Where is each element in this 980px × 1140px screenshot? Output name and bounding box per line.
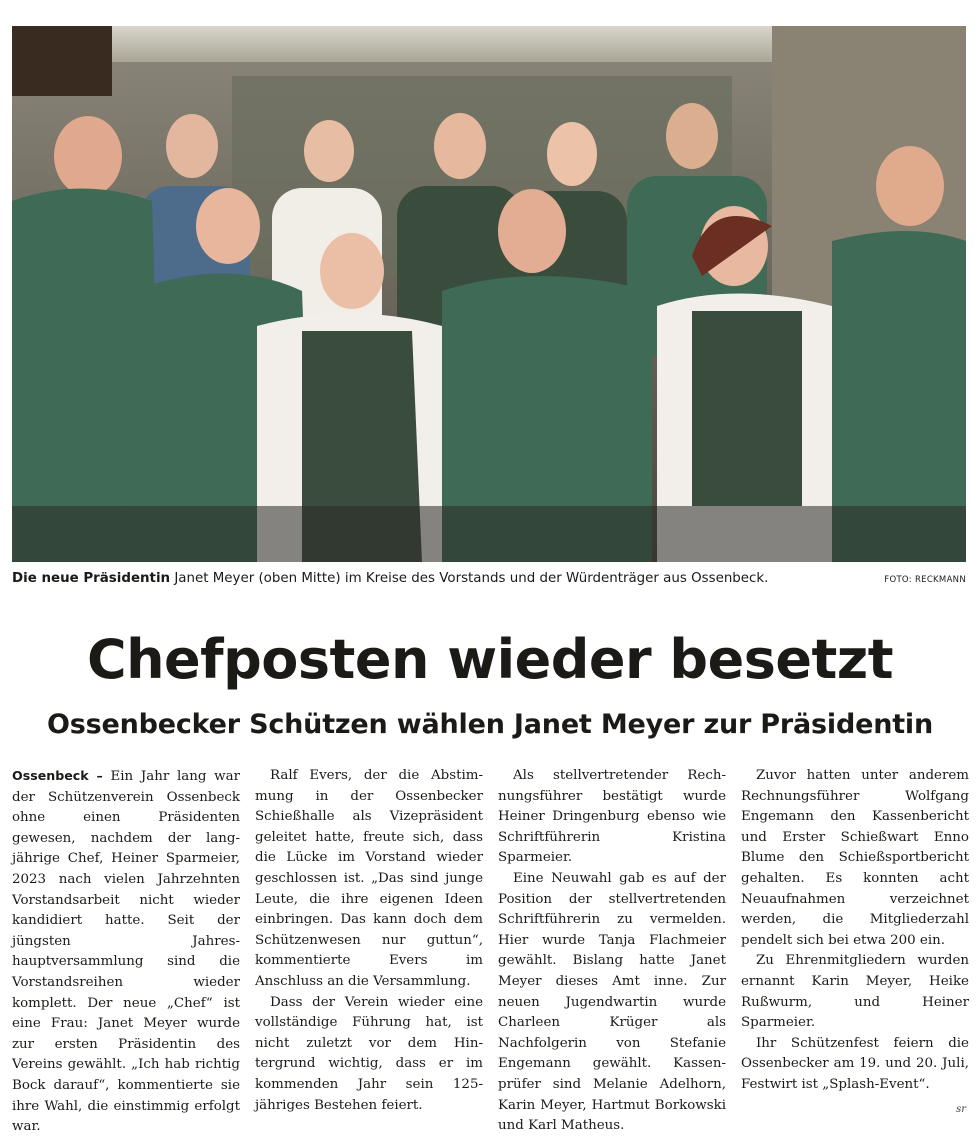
group-photo	[12, 26, 966, 562]
article-column-4	[741, 766, 969, 1096]
article-paragraph: Als stellvertretender Rechnungsführer bestätigt wurde Heiner Dringenburg ebenso wie Schriftführerin Kristina Sparmeier.	[498, 768, 726, 866]
subheadline: Ossenbecker Schützen wählen Janet Meyer zur Präsidentin	[46, 709, 933, 740]
article-column-1	[12, 766, 240, 1138]
caption-lead: Die neue Präsidentin	[12, 571, 171, 586]
article-paragraph: Zu Ehrenmitgliedern wurden ernannt Karin Meyer, Heike Rußwurm, und Heiner Sparmeier.	[741, 953, 969, 1031]
article-paragraph: Dass der Verein wieder eine vollständige Führung hat, ist nicht zuletzt vor dem Hintergrund wichtig, dass er im kommenden Jahr sein 125-jähriges Bestehen feiert.	[255, 994, 483, 1113]
photo-credit: FOTO: RECKMANN	[884, 575, 966, 585]
article-paragraph: Eine Neuwahl gab es auf der Position der stellvertretenden Schriftführerin zu vermelden. Hier wurde Tanja Flachmeier gewählt. Bislang hatte Janet Meyer dieses Amt inne. Zur neuen Jugendwartin wurde Charleen Krüger als Nachfolgerin von Stefanie Engemann gewählt. Kassenprüfer sind Melanie Adelhorn, Karin Meyer, Hartmut Borkowski und Karl Matheus.	[498, 870, 726, 1134]
article-body	[12, 766, 969, 1135]
paragraph-text: Ein Jahr lang war der Schützenverein Ossenbeck ohne einen Präsidenten gewesen, nachdem der langjährige Chef, Heiner Sparmeier, 2023 nach vielen Jahrzehnten Vorstandsarbeit nicht wieder kandidiert hatte. Seit der jüngsten Jahreshauptversammlung sind die Vorstandsreihen wieder komplett. Der neue „Chef“ ist eine Frau: Janet Meyer wurde zur ersten Präsidentin des Vereins gewählt. „Ich hab richtig Bock darauf“, kommentierte sie ihre Wahl, die einstimmig erfolgt war.	[12, 769, 240, 1135]
article-paragraph: Ihr Schützenfest feiern die Ossenbecker am 19. und 20. Juli, Festwirt ist „Splash-Event“.	[741, 1035, 969, 1092]
caption-text: Janet Meyer (oben Mitte) im Kreise des Vorstands und der Würdenträger aus Ossenbeck.	[170, 571, 769, 586]
dateline: Ossenbeck –	[12, 768, 103, 783]
article-paragraph: Ralf Evers, der die Abstimmung in der Ossenbecker Schießhalle als Vizepräsident geleitet hatte, freute sich, dass die Lücke im Vorstand wieder geschlossen ist. „Das sind junge Leute, die ihre eigenen Ideen einbringen. Das kann doch dem Schützenwesen nur guttun“, kommentierte Evers im Anschluss an die Versammlung.	[255, 768, 483, 989]
article-column-2	[255, 766, 483, 1116]
article-column-3	[498, 766, 726, 1137]
headline: Chefposten wieder besetzt	[86, 628, 894, 691]
article-paragraph	[12, 766, 240, 1138]
photo-caption	[12, 568, 968, 590]
article-paragraph: Zuvor hatten unter anderem Rechnungsführer Wolfgang Engemann den Kassenbericht und Erster Schießwart Enno Blume den Schießsportbericht gehalten. Es konnten acht Neuaufnahmen verzeichnet werden, die Mitgliederzahl pendelt sich bei etwa 200 ein.	[741, 768, 969, 948]
group-photo-illustration	[12, 26, 966, 562]
author-signature: sr	[956, 1104, 966, 1115]
